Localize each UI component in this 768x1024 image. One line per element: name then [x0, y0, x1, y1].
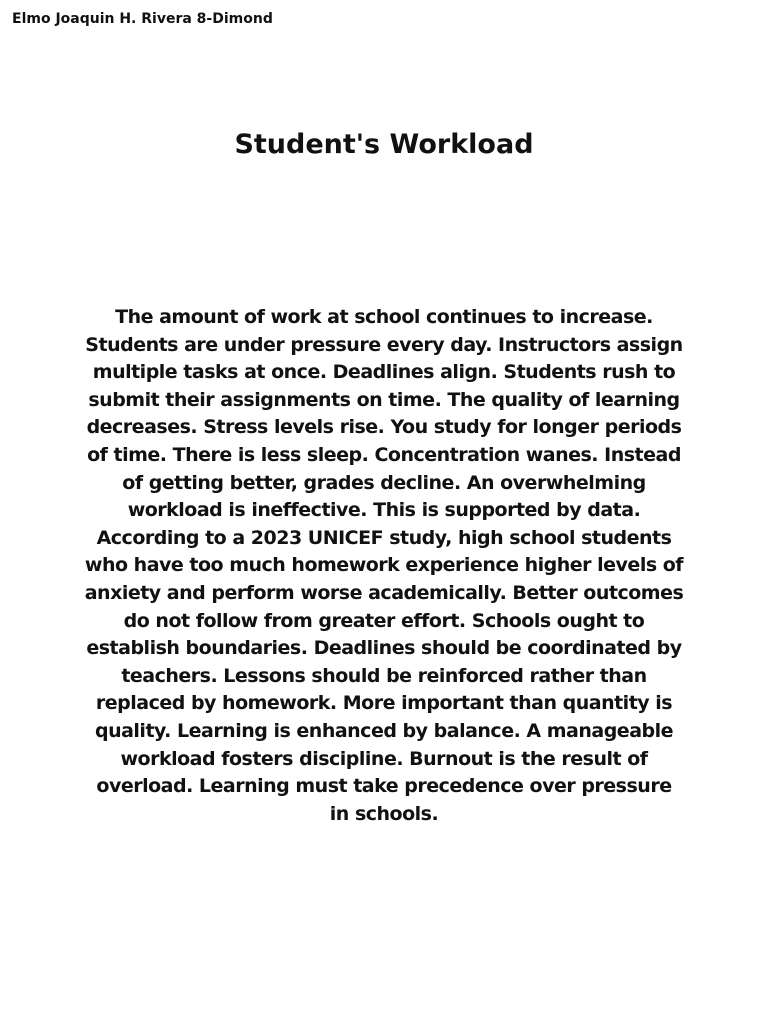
- body-paragraph: The amount of work at school continues to increase. Students are under pressure every day. Instructors assign multiple tasks at once. Deadlines align. Students rush to submit their assignments on time. The quality of learning decreases. Stress levels rise. You study for longer periods of time. There is less sleep. Concentration wanes. Instead of getting better, grades decline. An overwhelming workload is ineffective. This is supported by data. According to a 2023 UNICEF study, high school students who have too much homework experience higher levels of anxiety and perform worse academically. Better outcomes do not follow from greater effort. Schools ought to establish boundaries. Deadlines should be coordinated by teachers. Lessons should be reinforced rather than replaced by homework. More important than quantity is quality. Learning is enhanced by balance. A manageable workload fosters discipline. Burnout is the result of overload. Learning must take precedence over pressure in schools.: [84, 306, 684, 825]
- document-title: Student's Workload: [234, 129, 534, 160]
- author-name: Elmo Joaquin H. Rivera 8-Dimond: [12, 11, 273, 27]
